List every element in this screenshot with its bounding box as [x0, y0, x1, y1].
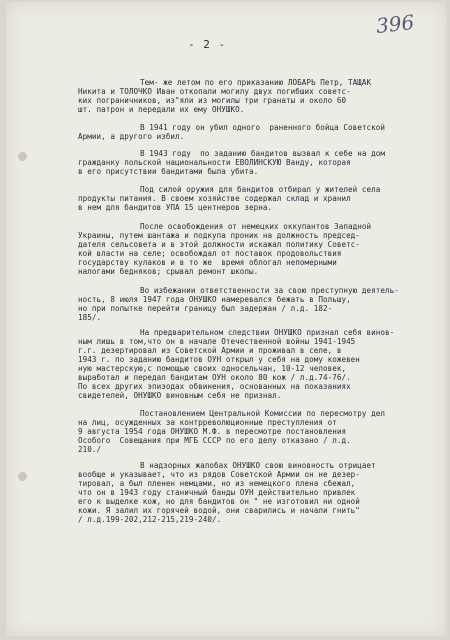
text-line: Под силой оружия для бандитов отбирал у жителей села	[140, 185, 381, 194]
text-line: тировал, а был пленен немцами, но из немецкого плена сбежал,	[78, 479, 356, 488]
text-line: ным лишь в том,что он в начале Отечественной войны 1941-1945	[78, 337, 356, 346]
text-line: г.г. дезертировал из Советской Армии и проживал в селе, в	[78, 346, 342, 355]
text-line: на лиц, осужденных за контрреволюционные преступления от	[78, 418, 337, 427]
page-number: - 2 -	[188, 38, 227, 51]
text-line: Армии, а другого избил.	[78, 132, 185, 141]
text-line: налогами бедняков; срывал ремонт школы.	[78, 267, 259, 276]
text-line: выработал и передал бандитам ОУН около 80 кож / л.д.74-76/.	[78, 373, 351, 382]
text-line: гражданку польской национальности ЕВОЛИНСКУЮ Ванду, которая	[78, 158, 351, 167]
text-line: шт. патрон и передали их ему ОНУШКО.	[78, 105, 245, 114]
text-line: 210./	[78, 445, 102, 454]
text-line: 9 августа 1954 года ОНУШКО М.Ф. в пересмотре постановления	[78, 427, 347, 436]
text-line: Украины, путем шантажа и подкупа проник на должность председ-	[78, 231, 360, 240]
text-line: ких пограничников, из"яли из могилы три гранаты и около 60	[78, 96, 347, 105]
text-line: В 1943 году по заданию бандитов вызвал к себе на дом	[140, 149, 385, 158]
text-line: его к выделке кож, но для бандитов он " не изготовил ни одной	[78, 497, 360, 506]
folio-number: 396	[374, 10, 416, 38]
text-line: продукты питания. В своем хозяйстве содержал склад и хранил	[78, 194, 351, 203]
text-line: что он в 1943 году станичный банды ОУН действительно привлек	[78, 488, 356, 497]
text-line: в нем для бандитов УПА 15 центнеров зерна.	[78, 203, 273, 212]
text-line: кой власти на селе; освобождал от поставок продовольствия	[78, 249, 342, 258]
text-line: Постановлением Центральной Комиссии по пересмотру дел	[140, 409, 385, 418]
text-line: ную мастерскую,с помощью своих односельчан, 10-12 человек,	[78, 364, 347, 373]
text-line: ность, 8 июля 1947 года ОНУШКО намеревался бежать в Польшу,	[78, 295, 351, 304]
text-line: После освобождения от немецких оккупантов Западной	[140, 222, 372, 231]
text-line: Тем- же летом по его приказанию ЛОБАРЬ Петр, ТАЩАК	[140, 78, 372, 87]
text-line: По всех других эпизодах обвинения, основанных на показаниях	[78, 382, 351, 391]
text-line: Никита и ТОЛОЧКО Иван откопали могилу двух погибших советс-	[78, 87, 351, 96]
text-line: дателя сельсовета и в этой должности искажал политику Советс-	[78, 240, 360, 249]
punch-hole	[18, 152, 27, 161]
text-line: кожи. Я залил их горячей водой, они сварились и начали гнить"	[78, 506, 360, 515]
text-line: В надзорных жалобах ОНУШКО свою виновность отрицает	[140, 461, 376, 470]
text-line: но при попытке перейти границу был задержан / л.д. 182-	[78, 304, 333, 313]
punch-hole	[18, 472, 27, 481]
text-line: государству кулаков и в то же время облогал непомерными	[78, 258, 337, 267]
text-line: вообще и указывает, что из рядов Советской Армии он не дезер-	[78, 470, 360, 479]
text-line: На предварительном следствии ОНУШКО признал себя винов-	[140, 328, 395, 337]
text-line: Особого Совещания при МГБ СССР по его делу отказано / л.д.	[78, 436, 351, 445]
text-line: в его присутствии бандитами была убита.	[78, 167, 259, 176]
text-line: Во избежании ответственности за свою преступную деятель-	[140, 286, 399, 295]
text-line: В 1941 году он убил одного раненного бойца Советской	[140, 123, 385, 132]
text-line: 185/.	[78, 313, 102, 322]
text-line: / л.д.199-202,212-215,219-240/.	[78, 515, 222, 524]
text-line: 1943 г. по заданию бандитов ОУН открыл у себя на дому кожевен	[78, 355, 360, 364]
text-line: свидетелей, ОНУШКО виновным себя не признал.	[78, 391, 282, 400]
document-page	[6, 2, 446, 636]
